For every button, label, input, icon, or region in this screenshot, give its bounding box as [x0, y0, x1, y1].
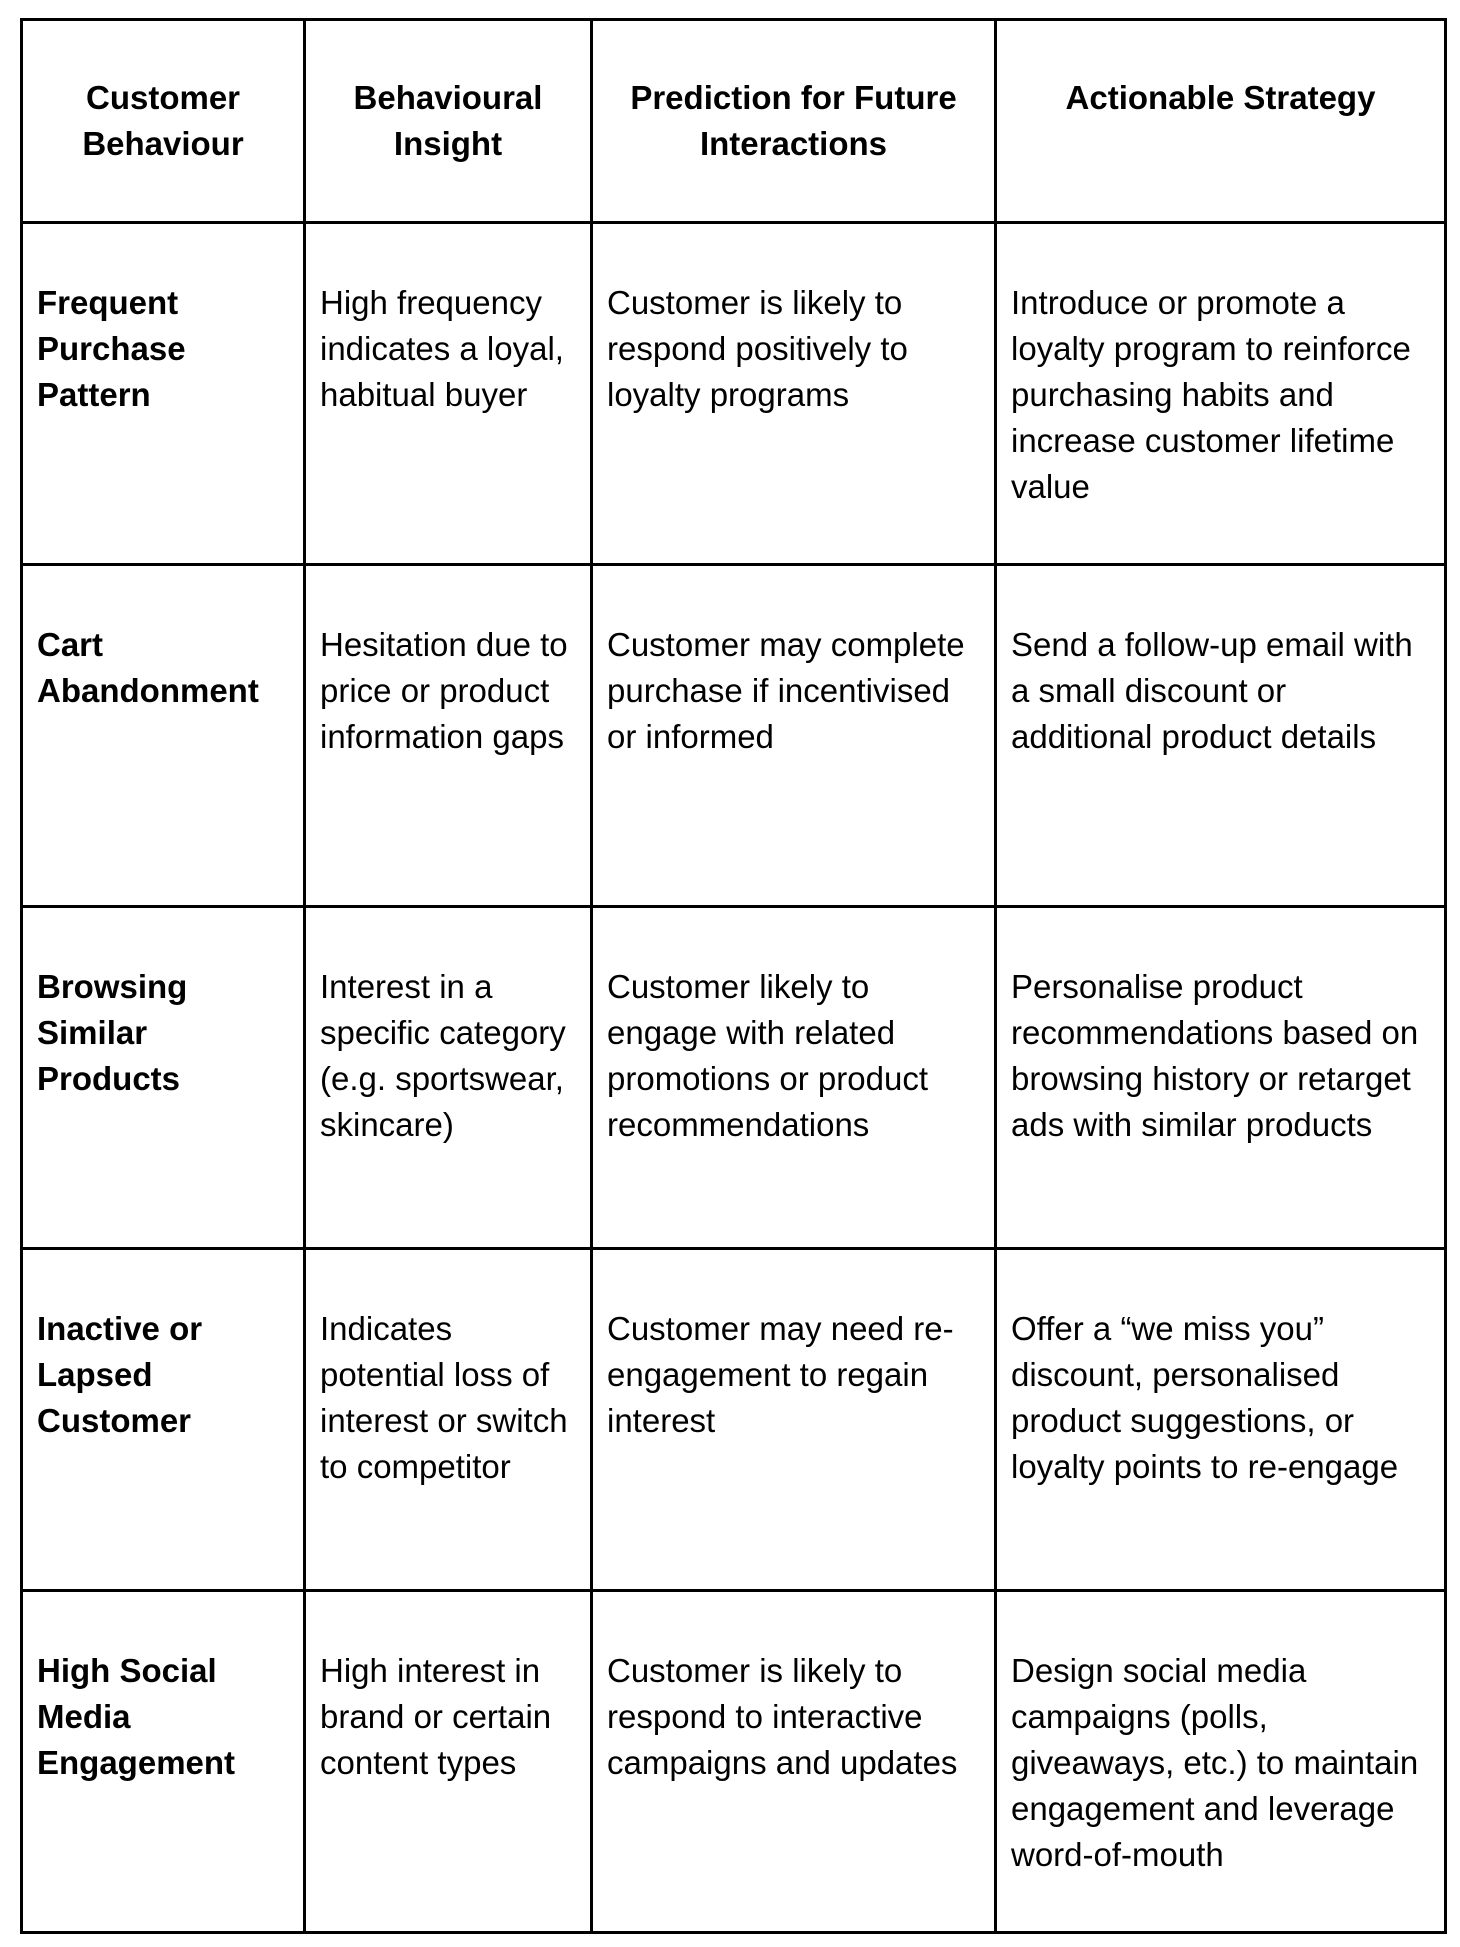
table-row	[22, 1249, 1446, 1591]
behaviour-strategy-table	[20, 18, 1447, 1934]
header-customer-behaviour: Customer Behaviour	[22, 20, 305, 223]
table-body	[22, 223, 1446, 1933]
insight-cell: Indicates potential loss of interest or switch to competitor	[305, 1249, 592, 1591]
strategy-cell: Offer a “we miss you” discount, personalised product suggestions, or loyalty points to re-engage	[996, 1249, 1446, 1591]
header-actionable-strategy: Actionable Strategy	[996, 20, 1446, 223]
table-row	[22, 907, 1446, 1249]
header-behavioural-insight: Behavioural Insight	[305, 20, 592, 223]
table-row	[22, 223, 1446, 565]
prediction-cell: Customer is likely to respond to interactive campaigns and updates	[592, 1591, 996, 1933]
table-row	[22, 565, 1446, 907]
insight-cell: High frequency indicates a loyal, habitual buyer	[305, 223, 592, 565]
prediction-cell: Customer is likely to respond positively to loyalty programs	[592, 223, 996, 565]
insight-cell: Hesitation due to price or product information gaps	[305, 565, 592, 907]
prediction-cell: Customer may need re-engagement to regain interest	[592, 1249, 996, 1591]
prediction-cell: Customer likely to engage with related promotions or product recommendations	[592, 907, 996, 1249]
behaviour-cell: Inactive or Lapsed Customer	[22, 1249, 305, 1591]
table-header	[22, 20, 1446, 223]
behaviour-cell: Frequent Purchase Pattern	[22, 223, 305, 565]
insight-cell: High interest in brand or certain content types	[305, 1591, 592, 1933]
prediction-cell: Customer may complete purchase if incentivised or informed	[592, 565, 996, 907]
table-row	[22, 1591, 1446, 1933]
behaviour-cell: Cart Abandonment	[22, 565, 305, 907]
insight-cell: Interest in a specific category (e.g. sportswear, skincare)	[305, 907, 592, 1249]
strategy-cell: Personalise product recommendations based on browsing history or retarget ads with similar products	[996, 907, 1446, 1249]
behaviour-cell: Browsing Similar Products	[22, 907, 305, 1249]
header-row	[22, 20, 1446, 223]
strategy-cell: Design social media campaigns (polls, giveaways, etc.) to maintain engagement and leverage word-of-mouth	[996, 1591, 1446, 1933]
header-prediction: Prediction for Future Interactions	[592, 20, 996, 223]
strategy-cell: Introduce or promote a loyalty program to reinforce purchasing habits and increase customer lifetime value	[996, 223, 1446, 565]
strategy-cell: Send a follow-up email with a small discount or additional product details	[996, 565, 1446, 907]
behaviour-cell: High Social Media Engagement	[22, 1591, 305, 1933]
